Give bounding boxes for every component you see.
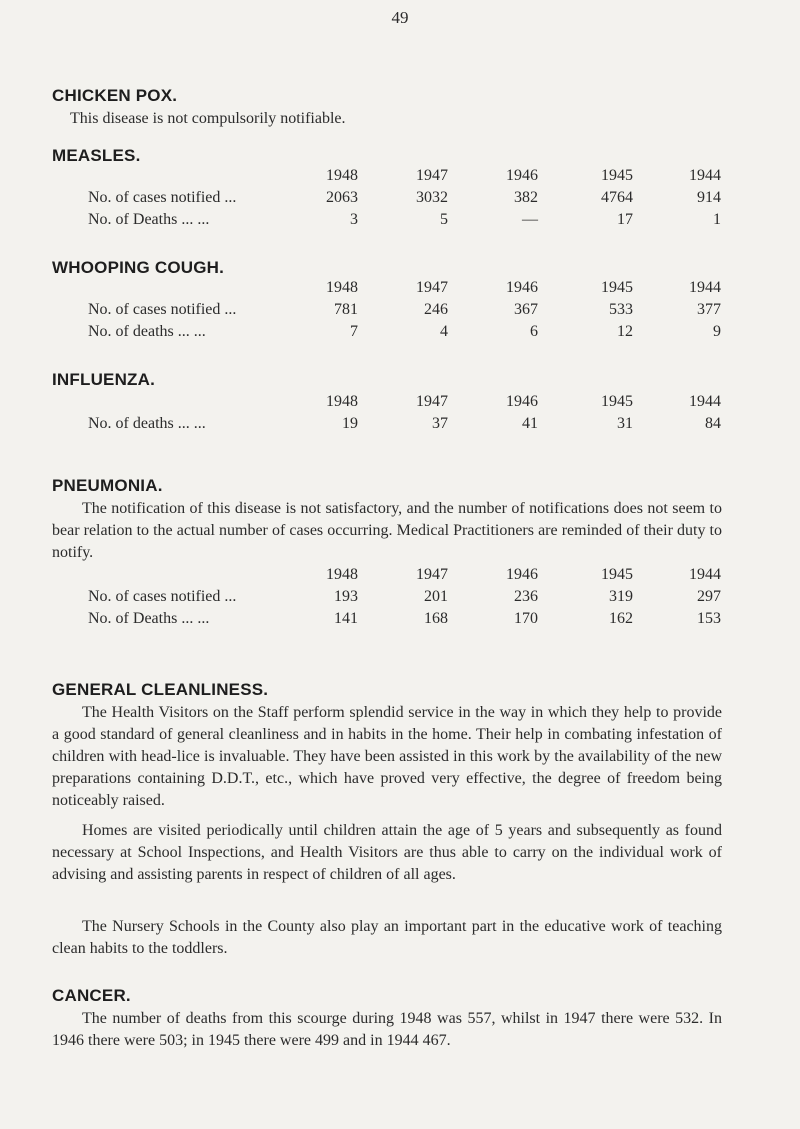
table-cell: 12 [617,323,633,340]
table-row [88,209,721,231]
year-header: 1947 [416,566,448,583]
year-header: 1944 [689,393,721,410]
chicken-pox-note: This disease is not compulsorily notifiable. [70,110,346,127]
page-number: 49 [391,8,409,27]
year-header: 1946 [506,167,538,184]
cleanliness-paragraph-2: Homes are visited periodically until children attain the age of 5 years and subsequently as found necessary at School Inspections, and Health Visitors are thus able to carry on the individual work of advising and assisting parents in respect of children of all ages. [52,822,722,883]
table-cell: 141 [334,610,358,627]
measles-heading: MEASLES. [52,146,141,165]
pneumonia-table [88,564,721,630]
row-label: No. of deaths ... ... [88,415,206,432]
general-cleanliness-heading: GENERAL CLEANLINESS. [52,680,269,699]
year-header: 1948 [326,566,358,583]
year-header: 1945 [601,393,633,410]
pneumonia-paragraph: The notification of this disease is not satisfactory, and the number of notifications does not seem to bear relation to the actual number of cases occurring. Medical Practitioners are reminded of their duty to notify. [52,500,722,561]
year-header: 1946 [506,279,538,296]
pneumonia-year-row [88,564,721,586]
table-cell: 533 [609,301,633,318]
year-header: 1944 [689,566,721,583]
row-label: No. of cases notified ... [88,301,237,318]
year-header: 1947 [416,393,448,410]
table-cell: 7 [350,323,358,340]
pneumonia-heading: PNEUMONIA. [52,476,163,495]
year-header: 1944 [689,279,721,296]
influenza-table [88,391,721,435]
table-row [88,187,721,209]
table-cell: 1 [713,211,721,228]
table-row [88,321,721,343]
table-cell: 377 [697,301,721,318]
table-cell: 19 [342,415,358,432]
table-cell: 914 [697,189,721,206]
table-cell: 3 [350,211,358,228]
row-label: No. of deaths ... ... [88,323,206,340]
chicken-pox-heading: CHICKEN POX. [52,86,178,105]
year-header: 1945 [601,167,633,184]
whooping-cough-heading: WHOOPING COUGH. [52,258,225,277]
whooping-cough-table [88,277,721,343]
table-row [88,299,721,321]
table-cell: 17 [617,211,633,228]
table-cell: 2063 [326,189,358,206]
whooping-cough-year-row [88,277,721,299]
year-header: 1944 [689,167,721,184]
row-label: No. of Deaths ... ... [88,610,210,627]
row-label: No. of Deaths ... ... [88,211,210,228]
table-cell: 6 [530,323,538,340]
year-header: 1947 [416,279,448,296]
table-cell: 382 [514,189,538,206]
table-row [88,586,721,608]
table-cell: 781 [334,301,358,318]
measles-year-row [88,165,721,187]
measles-table [88,165,721,231]
table-cell: 84 [705,415,721,432]
year-header: 1948 [326,393,358,410]
table-row [88,413,721,435]
table-cell: 201 [424,588,448,605]
cancer-heading: CANCER. [52,986,131,1005]
year-header: 1947 [416,167,448,184]
table-cell: 9 [713,323,721,340]
table-cell: 153 [697,610,721,627]
table-cell: — [522,211,538,228]
year-header: 1948 [326,167,358,184]
cancer-paragraph: The number of deaths from this scourge during 1948 was 557, whilst in 1947 there were 532. In 1946 there were 503; in 1945 there were 499 and in 1944 467. [52,1010,722,1049]
cleanliness-paragraph-1: The Health Visitors on the Staff perform splendid service in the way in which they help to provide a good standard of general cleanliness and in habits in the home. Their help in combating infestation of children with head-lice is invaluable. They have been assisted in this work by the availability of the new preparations containing D.D.T., etc., which have proved very effective, the degree of freedom being noticeably raised. [52,704,722,809]
table-cell: 367 [514,301,538,318]
year-header: 1946 [506,393,538,410]
year-header: 1946 [506,566,538,583]
table-cell: 236 [514,588,538,605]
table-cell: 4764 [601,189,633,206]
row-label: No. of cases notified ... [88,588,237,605]
table-cell: 170 [514,610,538,627]
table-cell: 4 [440,323,448,340]
table-cell: 31 [617,415,633,432]
influenza-year-row [88,391,721,413]
year-header: 1945 [601,566,633,583]
table-cell: 162 [609,610,633,627]
table-row [88,608,721,630]
table-cell: 168 [424,610,448,627]
year-header: 1945 [601,279,633,296]
table-cell: 3032 [416,189,448,206]
row-label: No. of cases notified ... [88,189,237,206]
table-cell: 5 [440,211,448,228]
year-header: 1948 [326,279,358,296]
table-cell: 297 [697,588,721,605]
table-cell: 246 [424,301,448,318]
table-cell: 41 [522,415,538,432]
table-cell: 319 [609,588,633,605]
cleanliness-paragraph-3: The Nursery Schools in the County also play an important part in the educative work of teaching clean habits to the toddlers. [52,918,722,957]
influenza-heading: INFLUENZA. [52,370,156,389]
table-cell: 37 [432,415,448,432]
table-cell: 193 [334,588,358,605]
